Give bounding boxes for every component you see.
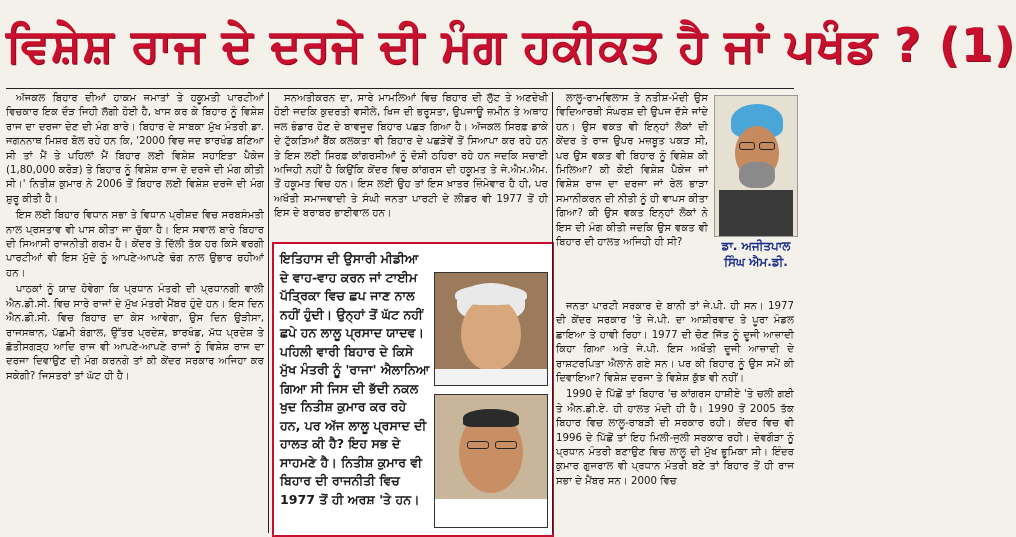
pull-quote-text: ਇਤਿਹਾਸ ਦੀ ਉਸਾਰੀ ਮੀਡੀਆ ਦੇ ਵਾਹ-ਵਾਹ ਕਰਨ ਜਾਂ ਟਾਈਮ ਪੱਤ੍ਰਿਕਾ ਵਿਚ ਛਪ ਜਾਣ ਨਾਲ ਨਹੀਂ ਹੁੰਦੀ। ਉਨ੍ਹਾਂ ਤੋਂ ਘੱਟ ਨਹੀਂ ਛਪੇ ਹਨ ਲਾਲੂ ਪ੍ਰਸਾਦ ਯਾਦਵ। ਪਹਿਲੀ ਵਾਰੀ ਬਿਹਾਰ ਦੇ ਕਿਸੇ ਮੁੱਖ ਮੰਤਰੀ ਨੂੰ 'ਰਾਜਾ' ਐਲਾਨਿਆ ਗਿਆ ਸੀ ਜਿਸ ਦੀ ਭੱਦੀ ਨਕਲ ਖੁਦ ਨਿਤੀਸ਼ ਕੁਮਾਰ ਕਰ ਰਹੇ ਹਨ, ਪਰ ਅੱਜ ਲਾਲੂ ਪ੍ਰਸਾਦ ਦੀ ਹਾਲਤ ਕੀ ਹੈ? ਇਹ ਸਭ ਦੇ ਸਾਹਮਣੇ ਹੈ। ਨਿਤੀਸ਼ ਕੁਮਾਰ ਵੀ ਬਿਹਾਰ ਦੀ ਰਾਜਨੀਤੀ ਵਿਚ 1977 ਤੋਂ ਹੀ ਅਰਸ਼ 'ਤੇ ਹਨ। bbox=[280, 251, 430, 507]
paragraph: ਅੱਜਕਲ ਬਿਹਾਰ ਦੀਆਂ ਹਾਕਮ ਜਮਾਤਾਂ ਤੇ ਹਕੂਮਤੀ ਪਾਰਟੀਆਂ ਵਿਚਕਾਰ ਇਕ ਦੌੜ ਜਿਹੀ ਲੱਗੀ ਹੋਈ ਹੈ, ਖਾਸ ਕਰ ਕੇ ਬਿਹਾਰ ਨੂੰ ਵਿਸ਼ੇਸ਼ ਰਾਜ ਦਾ ਦਰਜਾ ਦੇਣ ਦੀ ਮੰਗ ਬਾਰੇ। ਬਿਹਾਰ ਦੇ ਸਾਬਕਾ ਮੁੱਖ ਮੰਤਰੀ ਡਾ. ਜਗਨਨਾਥ ਮਿਸ਼ਰ ਬੋਲ ਰਹੇ ਹਨ ਕਿ, '2000 ਵਿਚ ਜਦ ਝਾਰਖੰਡ ਬਣਿਆ ਸੀ ਤਾਂ ਮੈਂ ਤੇ ਪਹਿਲਾਂ ਮੈਂ ਬਿਹਾਰ ਲਈ ਵਿਸ਼ੇਸ਼ ਸਹਾਇਤਾ ਪੈਕੇਜ (1,80,000 ਕਰੋੜ) ਤੇ ਬਿਹਾਰ ਨੂੰ ਵਿਸ਼ੇਸ਼ ਰਾਜ ਦੇ ਦਰਜੇ ਦੀ ਮੰਗ ਕੀਤੀ ਸੀ।' ਨਿਤੀਸ਼ ਕੁਮਾਰ ਨੇ 2006 ਤੋਂ ਬਿਹਾਰ ਲਈ ਵਿਸ਼ੇਸ਼ ਦਰਜੇ ਦੀ ਮੰਗ ਸ਼ੁਰੂ ਕੀਤੀ ਹੈ। bbox=[6, 93, 264, 205]
column-divider bbox=[268, 92, 269, 533]
article-column-3-lower bbox=[556, 300, 794, 533]
paragraph: 1990 ਦੇ ਪਿੱਛੋਂ ਤਾਂ ਬਿਹਾਰ 'ਚ ਕਾਂਗਰਸ ਹਾਸ਼ੀਏ 'ਤੇ ਚਲੀ ਗਈ ਤੇ ਐਨ.ਡੀ.ਏ. ਹੀ ਹਾਲਤ ਮੰਦੀ ਹੀ ਹੈ। 1990 ਤੋਂ 2005 ਤੱਕ ਬਿਹਾਰ ਵਿਚ ਲਾਲੂ-ਰਾਬੜੀ ਦੀ ਸਰਕਾਰ ਰਹੀ। ਕੇਂਦਰ ਵਿਚ ਵੀ 1996 ਦੇ ਪਿੱਛੋਂ ਤਾਂ ਇਹ ਮਿਲੀ-ਜੁਲੀ ਸਰਕਾਰ ਰਹੀ। ਦੇਵਗੌੜਾ ਨੂੰ ਪ੍ਰਧਾਨ ਮੰਤਰੀ ਬਣਾਉਣ ਵਿਚ ਲਾਲੂ ਦੀ ਮੁੱਖ ਭੂਮਿਕਾ ਸੀ। ਇੰਦਰ ਕੁਮਾਰ ਗੁਜਰਾਲ ਵੀ ਪ੍ਰਧਾਨ ਮੰਤਰੀ ਬਣੇ ਤਾਂ ਬਿਹਾਰ ਤੋਂ ਹੀ ਰਾਜ ਸਭਾ ਦੇ ਮੈਂਬਰ ਸਨ। 2000 ਵਿਚ bbox=[556, 389, 794, 487]
article-column-3 bbox=[556, 92, 708, 296]
headline-rule bbox=[6, 88, 794, 89]
paragraph: ਇਸ ਲਈ ਬਿਹਾਰ ਵਿਧਾਨ ਸਭਾ ਤੇ ਵਿਧਾਨ ਪ੍ਰੀਸ਼ਦ ਵਿਚ ਸਰਬਸੰਮਤੀ ਨਾਲ ਪ੍ਰਸਤਾਵ ਵੀ ਪਾਸ ਕੀਤਾ ਜਾ ਚੁੱਕਾ ਹੈ। ਇਸ ਸਵਾਲ ਬਾਰੇ ਬਿਹਾਰ ਦੀ ਸਿਆਸੀ ਰਾਜਨੀਤੀ ਗਰਮ ਹੈ। ਕੇਂਦਰ ਤੇ ਦਿੱਲੀ ਤੱਕ ਹਰ ਕਿਸੇ ਵਰਗੀ ਪਾਰਟੀਆਂ ਵੀ ਇਸ ਮੁੱਦੇ ਨੂੰ ਆਪਣੇ-ਆਪਣੇ ਢੰਗ ਨਾਲ ਉਭਾਰ ਰਹੀਆਂ ਹਨ। bbox=[6, 210, 264, 279]
author-photo bbox=[714, 95, 798, 237]
headline: ਵਿਸ਼ੇਸ਼ ਰਾਜ ਦੇ ਦਰਜੇ ਦੀ ਮੰਗ ਹਕੀਕਤ ਹੈ ਜਾਂ ਪਖੰਡ ? (1) bbox=[6, 18, 1016, 72]
paragraph: ਪਾਠਕਾਂ ਨੂੰ ਯਾਦ ਹੋਵੇਗਾ ਕਿ ਪ੍ਰਧਾਨ ਮੰਤਰੀ ਦੀ ਪ੍ਰਧਾਨਗੀ ਵਾਲੀ ਐਨ.ਡੀ.ਸੀ. ਵਿਚ ਸਾਰੇ ਰਾਜਾਂ ਦੇ ਮੁੱਖ ਮੰਤਰੀ ਮੈਂਬਰ ਹੁੰਦੇ ਹਨ। ਇਸ ਦਿਨ ਐਨ.ਡੀ.ਸੀ. ਵਿਚ ਬਿਹਾਰ ਦਾ ਕੇਸ ਆਵੇਗਾ, ਉਸ ਦਿਨ ਉੜੀਸਾ, ਰਾਜਸਥਾਨ, ਪੱਛਮੀ ਬੰਗਾਲ, ਉੱਤਰ ਪ੍ਰਦੇਸ਼, ਝਾਰਖੰਡ, ਮੱਧ ਪ੍ਰਦੇਸ਼ ਤੇ ਛੱਤੀਸਗੜ੍ਹ ਆਦਿ ਰਾਜ ਵੀ ਆਪਣੇ-ਆਪਣੇ ਰਾਜਾਂ ਨੂੰ ਵਿਸ਼ੇਸ਼ ਰਾਜ ਦਾ ਦਰਜਾ ਦਿਵਾਉਣ ਦੀ ਮੰਗ ਕਰਨਗੇ ਤਾਂ ਕੀ ਕੇਂਦਰ ਸਰਕਾਰ ਅਜਿਹਾ ਕਰ ਸਕੇਗੀ? ਜਿਸਤਰਾਂ ਤਾਂ ਘੱਟ ਹੀ ਹੈ। bbox=[6, 284, 264, 382]
photo-lalu-prasad bbox=[434, 272, 548, 386]
paragraph: ਜਨਤਾ ਪਾਰਟੀ ਸਰਕਾਰ ਦੇ ਬਾਨੀ ਤਾਂ ਜੇ.ਪੀ. ਹੀ ਸਨ। 1977 ਦੀ ਕੇਂਦਰ ਸਰਕਾਰ 'ਤੇ ਜੇ.ਪੀ. ਦਾ ਆਸ਼ੀਰਵਾਦ ਤੇ ਪੂਰਾ ਮੰਡਲ ਛਾਇਆ ਤੇ ਹਾਵੀ ਰਿਹਾ। 1977 ਦੀ ਚੋਣ ਜਿੱਤ ਨੂੰ ਦੂਜੀ ਆਜ਼ਾਦੀ ਕਿਹਾ ਗਿਆ ਅਤੇ ਜੇ.ਪੀ. ਇਸ ਅਖੌਤੀ ਦੂਜੀ ਆਜ਼ਾਦੀ ਦੇ ਰਾਸ਼ਟਰਪਿਤਾ ਐਲਾਨੇ ਗਏ ਸਨ। ਪਰ ਕੀ ਬਿਹਾਰ ਨੂੰ ਉਸ ਸਮੇਂ ਕੀ ਦਿਵਾਇਆ? ਵਿਸ਼ੇਸ਼ ਦਰਜਾ ਤੇ ਵਿਸ਼ੇਸ਼ ਕੁੱਝ ਵੀ ਨਹੀਂ। bbox=[556, 301, 794, 385]
pull-quote-box bbox=[272, 242, 554, 537]
paragraph: ਲਾਲੂ-ਰਾਮਵਿਲਾਸ ਤੇ ਨਤੀਸ਼-ਮੋਦੀ ਉਸ ਵਿਦਿਆਰਥੀ ਸੰਘਰਸ਼ ਦੀ ਉਪਜ ਦੱਸੇ ਜਾਂਦੇ ਹਨ। ਉਸ ਵਕਤ ਵੀ ਇਨ੍ਹਾਂ ਲੋਕਾਂ ਦੀ ਕੇਂਦਰ ਤੇ ਰਾਜ ਉਪਰ ਮਜ਼ਬੂਤ ਪਕੜ ਸੀ, ਪਰ ਉਸ ਵਕਤ ਵੀ ਬਿਹਾਰ ਨੂੰ ਵਿਸ਼ੇਸ਼ ਕੀ ਮਿਲਿਆ? ਕੀ ਕੋਈ ਵਿਸ਼ੇਸ਼ ਪੈਕੇਜ ਜਾਂ ਵਿਸ਼ੇਸ਼ ਰਾਜ ਦਾ ਦਰਜਾ ਜਾਂ ਰੇਲ ਭਾੜਾ ਸਮਾਨੀਕਰਨ ਦੀ ਨੀਤੀ ਨੂੰ ਹੀ ਵਾਪਸ ਕੀਤਾ ਗਿਆ? ਕੀ ਉਸ ਵਕਤ ਇਨ੍ਹਾਂ ਲੋਕਾਂ ਨੇ ਇਸ ਦੀ ਮੰਗ ਕੀਤੀ ਜਦਕਿ ਉਸ ਵਕਤ ਵੀ ਬਿਹਾਰ ਦੀ ਹਾਲਤ ਅਜਿਹੀ ਹੀ ਸੀ? bbox=[556, 93, 708, 249]
paragraph: ਸਨਅਤੀਕਰਨ ਦਾ, ਸਾਰੇ ਮਾਮਲਿਆਂ ਵਿਚ ਬਿਹਾਰ ਦੀ ਲੁੱਟ ਤੇ ਅਣਦੇਖੀ ਹੋਈ ਜਦਕਿ ਕੁਦਰਤੀ ਵਸੀਲੇ, ਖਿਜ ਦੀ ਭਰੂਸਤਾ, ਉਪਜਾਊ ਜ਼ਮੀਨ ਤੇ ਅਥਾਹ ਜਲ ਭੰਡਾਰ ਹੋਣ ਦੇ ਬਾਵਜੂਦ ਬਿਹਾਰ ਪਛੜ ਗਿਆ ਹੈ। ਅੱਜਕਲ ਸਿਰਫ਼ ਡਾਕੇ ਦੇ ਟੁੱਕੜਿਆਂ ਬੈਂਕ ਕਲਕਤਾ ਵੀ ਬਿਹਾਰ ਦੇ ਪਛੜੇਵੇਂ ਤੋਂ ਸਿਆਪਾ ਕਰ ਰਹੇ ਹਨ ਤੇ ਇਸ ਲਈ ਸਿਰਫ਼ ਕਾਂਗਰਸੀਆਂ ਨੂੰ ਦੋਸ਼ੀ ਠਹਿਰਾ ਰਹੇ ਹਨ ਜਦਕਿ ਸਚਾਈ ਅਜਿਹੀ ਨਹੀਂ ਹੈ ਕਿਉਂਕਿ ਕੇਂਦਰ ਵਿਚ ਕਾਂਗਰਸ ਦੀ ਹਕੂਮਤ ਤੇ ਜੇ.ਐਮ.ਐਮ. ਤੋਂ ਹਕੂਮਤ ਵਿਚ ਹਨ। ਇਸ ਲਈ ਉਹ ਤਾਂ ਇਸ ਖ਼ਾਤਰ ਜ਼ਿੰਮੇਵਾਰ ਹੈ ਹੀ, ਪਰ ਅਖੌਤੀ ਸਮਾਜਵਾਦੀ ਤੇ ਸੰਘੀ ਜਨਤਾ ਪਾਰਟੀ ਦੇ ਲੀਡਰ ਵੀ 1977 ਤੋਂ ਹੀ ਇਸ ਦੇ ਬਰਾਬਰ ਭਾਈਵਾਲ ਹਨ। bbox=[274, 93, 548, 220]
article-column-2 bbox=[274, 92, 548, 238]
article-column-1 bbox=[6, 92, 264, 533]
author-byline: ਡਾ. ਅਜੀਤਪਾਲ ਸਿੰਘ ਐਮ.ਡੀ. bbox=[721, 239, 791, 269]
column-divider bbox=[552, 92, 553, 533]
photo-nitish-kumar bbox=[434, 394, 548, 528]
